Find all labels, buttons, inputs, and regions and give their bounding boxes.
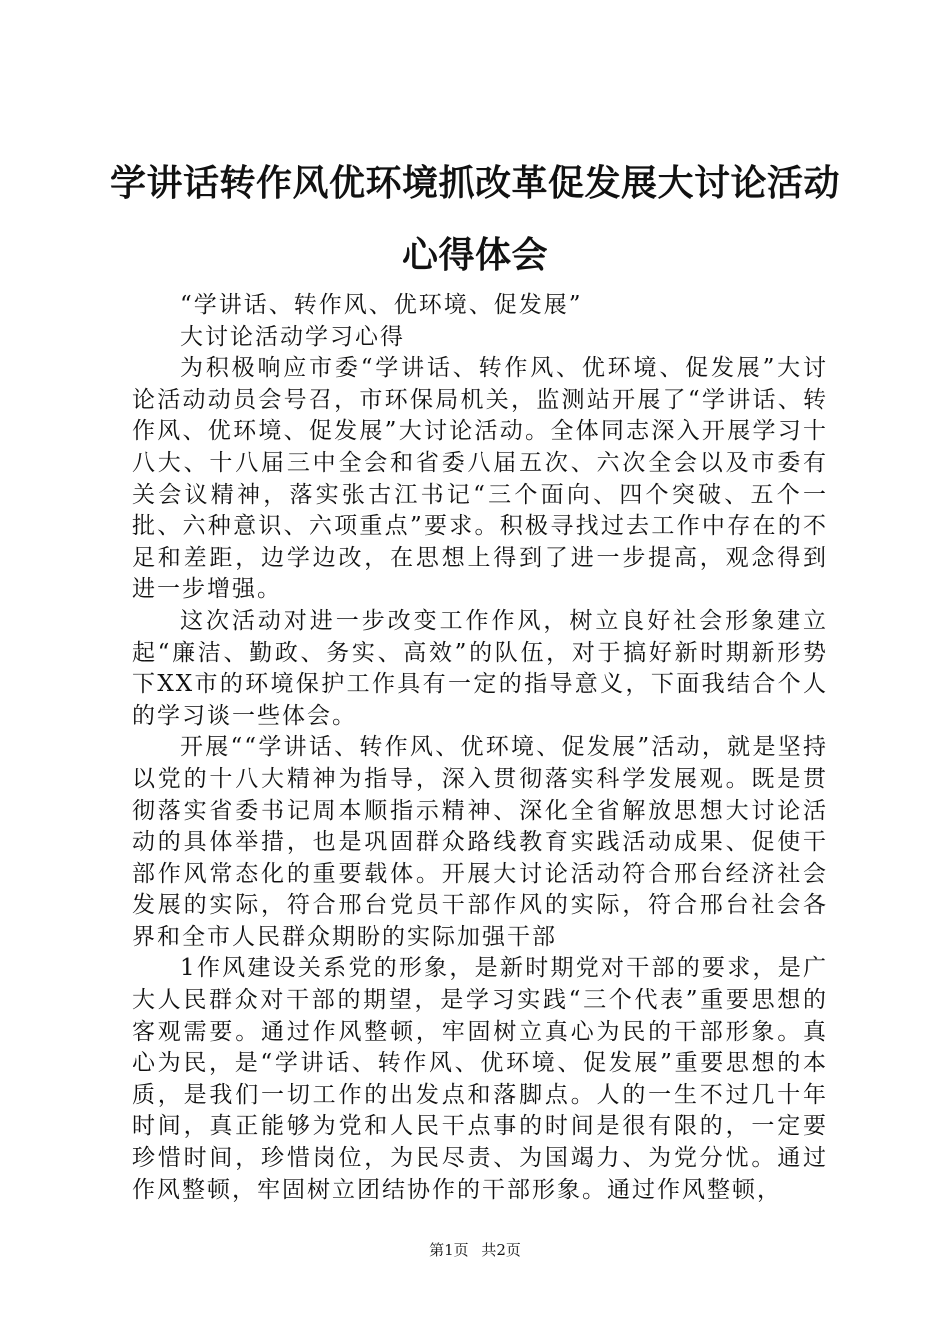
document-body: [132, 290, 828, 1206]
paragraph: 为积极响应市委“学讲话、转作风、优环境、促发展”大讨论活动动员会号召，市环保局机关，监测站开展了“学讲话、转作风、优环境、促发展”大讨论活动。全体同志深入开展学习十八大、十八届三中全会和省委八届五次、六次全会以及市委有关会议精神，落实张古江书记“三个面向、四个突破、五个一批、六种意识、六项重点”要求。积极寻找过去工作中存在的不足和差距，边学边改，在思想上得到了进一步提高，观念得到进一步增强。: [132, 355, 828, 603]
paragraph: “学讲话、转作风、优环境、促发展”: [180, 292, 583, 318]
paragraph: 大讨论活动学习心得: [180, 323, 405, 350]
paragraph: 1作风建设关系党的形象，是新时期党对干部的要求，是广大人民群众对干部的期望，是学习实践“三个代表”重要思想的客观需要。通过作风整顿，牢固树立真心为民的干部形象。真心为民，是“学讲话、转作风、优环境、促发展”重要思想的本质，是我们一切工作的出发点和落脚点。人的一生不过几十年时间，真正能够为党和人民干点事的时间是很有限的，一定要珍惜时间，珍惜岗位，为民尽责、为国竭力、为党分忧。通过作风整顿，牢固树立团结协作的干部形象。通过作风整顿，: [132, 955, 828, 1203]
paragraph: 这次活动对进一步改变工作作风，树立良好社会形象建立起“廉洁、勤政、务实、高效”的队伍，对于搞好新时期新形势下XX市的环境保护工作具有一定的指导意义，下面我结合个人的学习谈一些体会。: [132, 607, 828, 729]
document-title: [100, 148, 850, 292]
page-footer: [0, 1240, 950, 1260]
page-total: 共2页: [481, 1241, 521, 1259]
title-line-2: 心得体会: [401, 235, 548, 276]
page-number: 第1页: [429, 1241, 469, 1259]
title-line-1: 学讲话转作风优环境抓改革促发展大讨论活动: [109, 163, 840, 204]
paragraph: 开展““学讲话、转作风、优环境、促发展”活动，就是坚持以党的十八大精神为指导，深入贯彻落实科学发展观。既是贯彻落实省委书记周本顺指示精神、深化全省解放思想大讨论活动的具体举措，也是巩固群众路线教育实践活动成果、促使干部作风常态化的重要载体。开展大讨论活动符合邢台经济社会发展的实际，符合邢台党员干部作风的实际，符合邢台社会各界和全市人民群众期盼的实际加强干部: [132, 734, 828, 950]
